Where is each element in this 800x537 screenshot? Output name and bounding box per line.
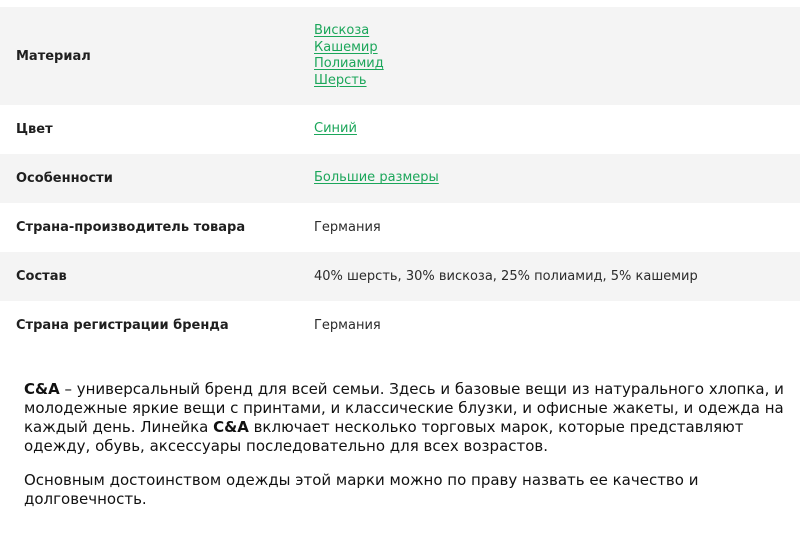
spec-row-material: [0, 7, 800, 105]
spec-label-country: Страна-производитель товара: [16, 220, 246, 235]
brand-name: C&A: [24, 380, 60, 398]
spec-row-color: [0, 105, 800, 154]
spec-value-composition: 40% шерсть, 30% вискоза, 25% полиамид, 5% кашемир: [314, 269, 698, 284]
spec-value-color: [314, 121, 357, 138]
spec-value-features: [314, 170, 439, 187]
spec-label-features: Особенности: [16, 171, 113, 186]
spec-label-composition: Состав: [16, 269, 67, 284]
material-link-wool[interactable]: Шерсть: [314, 72, 367, 88]
brand-name-inline: C&A: [213, 418, 249, 436]
spec-value-brand-country: Германия: [314, 318, 381, 333]
spec-value-country: Германия: [314, 220, 381, 235]
description-paragraph-2: Основным достоинством одежды этой марки можно по праву назвать ее качество и долговечность.: [24, 471, 699, 508]
spec-row-brand-country: [0, 301, 800, 350]
spec-label-color: Цвет: [16, 122, 53, 137]
spec-row-country: [0, 203, 800, 252]
spec-row-features: [0, 154, 800, 203]
description-paragraph-1: [24, 380, 784, 456]
material-link-cashmere[interactable]: Кашемир: [314, 39, 378, 55]
material-link-viscose[interactable]: Вискоза: [314, 23, 370, 38]
description-text-1a: – универсальный бренд для всей семьи. Здесь и базовые вещи из натурального хлопка, и молодежные яркие вещи с принтами, и классические блузки, и офисные жакеты, и одежда на каждый день. Линейка: [24, 380, 784, 436]
spec-label-brand-country: Страна регистрации бренда: [16, 318, 229, 333]
material-link-polyamide[interactable]: Полиамид: [314, 56, 384, 71]
brand-description: [24, 380, 784, 524]
description-text-1b: включает несколько торговых марок, которые представляют одежду, обувь, аксессуары последовательно для всех возрастов.: [24, 418, 744, 455]
spec-value-material: [314, 23, 384, 89]
product-specs-table: [0, 7, 800, 350]
spec-row-composition: [0, 252, 800, 301]
color-link[interactable]: Синий: [314, 121, 357, 137]
spec-label-material: Материал: [16, 48, 91, 64]
features-link[interactable]: Большие размеры: [314, 170, 439, 186]
